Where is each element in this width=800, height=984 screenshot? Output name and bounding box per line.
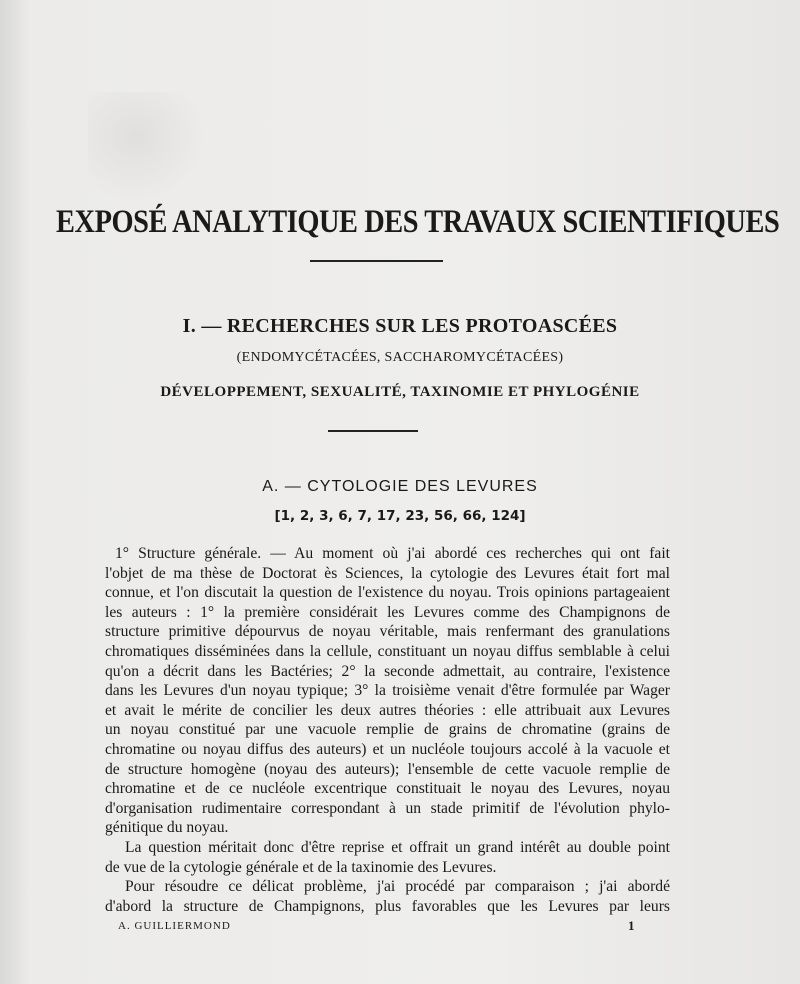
body-line: et avait le mérite de concilier les deux autres théories : elle attribuait aux Levures <box>105 701 670 719</box>
body-line: connue, et l'on discutait la question de l'existence du noyau. Trois opinions partageaient <box>105 584 670 602</box>
body-line: chromatiques disséminées dans la cellule, constituant un noyau diffus semblable à celui <box>105 642 670 660</box>
main-title: EXPOSÉ ANALYTIQUE DES TRAVAUX SCIENTIFIQUES <box>56 204 780 240</box>
subsection-title: A. — CYTOLOGIE DES LEVURES <box>262 478 538 495</box>
body-line: de structure homogène (noyau des auteurs); l'ensemble de cette vacuole remplie de <box>105 760 670 778</box>
section-divider <box>328 430 418 432</box>
body-line: un noyau constitué par une vacuole remplie de grains de chromatine (grains de <box>105 721 670 739</box>
body-line: l'objet de ma thèse de Doctorat ès Sciences, la cytologie des Levures était fort mal <box>105 564 670 582</box>
body-line: de vue de la cytologie générale et de la taxinomie des Levures. <box>105 858 497 876</box>
section-title: I. — RECHERCHES SUR LES PROTOASCÉES <box>182 315 618 337</box>
body-line: d'abord la structure de Champignons, plus favorables que les Levures par leurs <box>105 897 670 915</box>
body-line: les auteurs : 1° la première considérait les Levures comme des Champignons de <box>105 603 670 621</box>
reference-list: [1, 2, 3, 6, 7, 17, 23, 56, 66, 124] <box>274 508 526 524</box>
section-subtitle: (ENDOMYCÉTACÉES, SACCHAROMYCÉTACÉES) <box>236 350 564 365</box>
body-line: qu'on a décrit dans les Bactéries; 2° la seconde admettait, au contraire, l'existence <box>105 662 670 680</box>
body-line: La question méritait donc d'être reprise et offrait un grand intérêt au double point <box>125 838 670 856</box>
body-line: d'organisation rudimentaire correspondant à un stade primitif de l'évolution phylo- <box>105 799 670 817</box>
section-topics: DÉVELOPPEMENT, SEXUALITÉ, TAXINOMIE ET PHYLOGÉNIE <box>160 384 640 400</box>
page-smudge <box>88 92 208 202</box>
body-line: structure primitive dépourvus de noyau véritable, mais renfermant des granulations <box>105 623 670 641</box>
body-line: 1° Structure générale. — Au moment où j'ai abordé ces recherches qui ont fait <box>115 545 670 562</box>
body-line: génitique du noyau. <box>105 819 229 837</box>
body-line: dans les Levures d'un noyau typique; 3° la troisième venait d'être formulée par Wager <box>105 682 670 700</box>
body-line: chromatine ou noyau diffus des auteurs) et un nucléole toujours accolé à la vacuole et <box>105 740 670 758</box>
title-divider <box>310 260 443 262</box>
body-text <box>105 544 670 916</box>
page-number: 1 <box>628 918 635 933</box>
footer-author: A. GUILLIERMOND <box>118 920 231 932</box>
body-line: chromatine et de ce nucléole excentrique constituait le noyau des Levures, noyau <box>105 780 670 798</box>
body-line: Pour résoudre ce délicat problème, j'ai procédé par comparaison ; j'ai abordé <box>125 878 670 896</box>
